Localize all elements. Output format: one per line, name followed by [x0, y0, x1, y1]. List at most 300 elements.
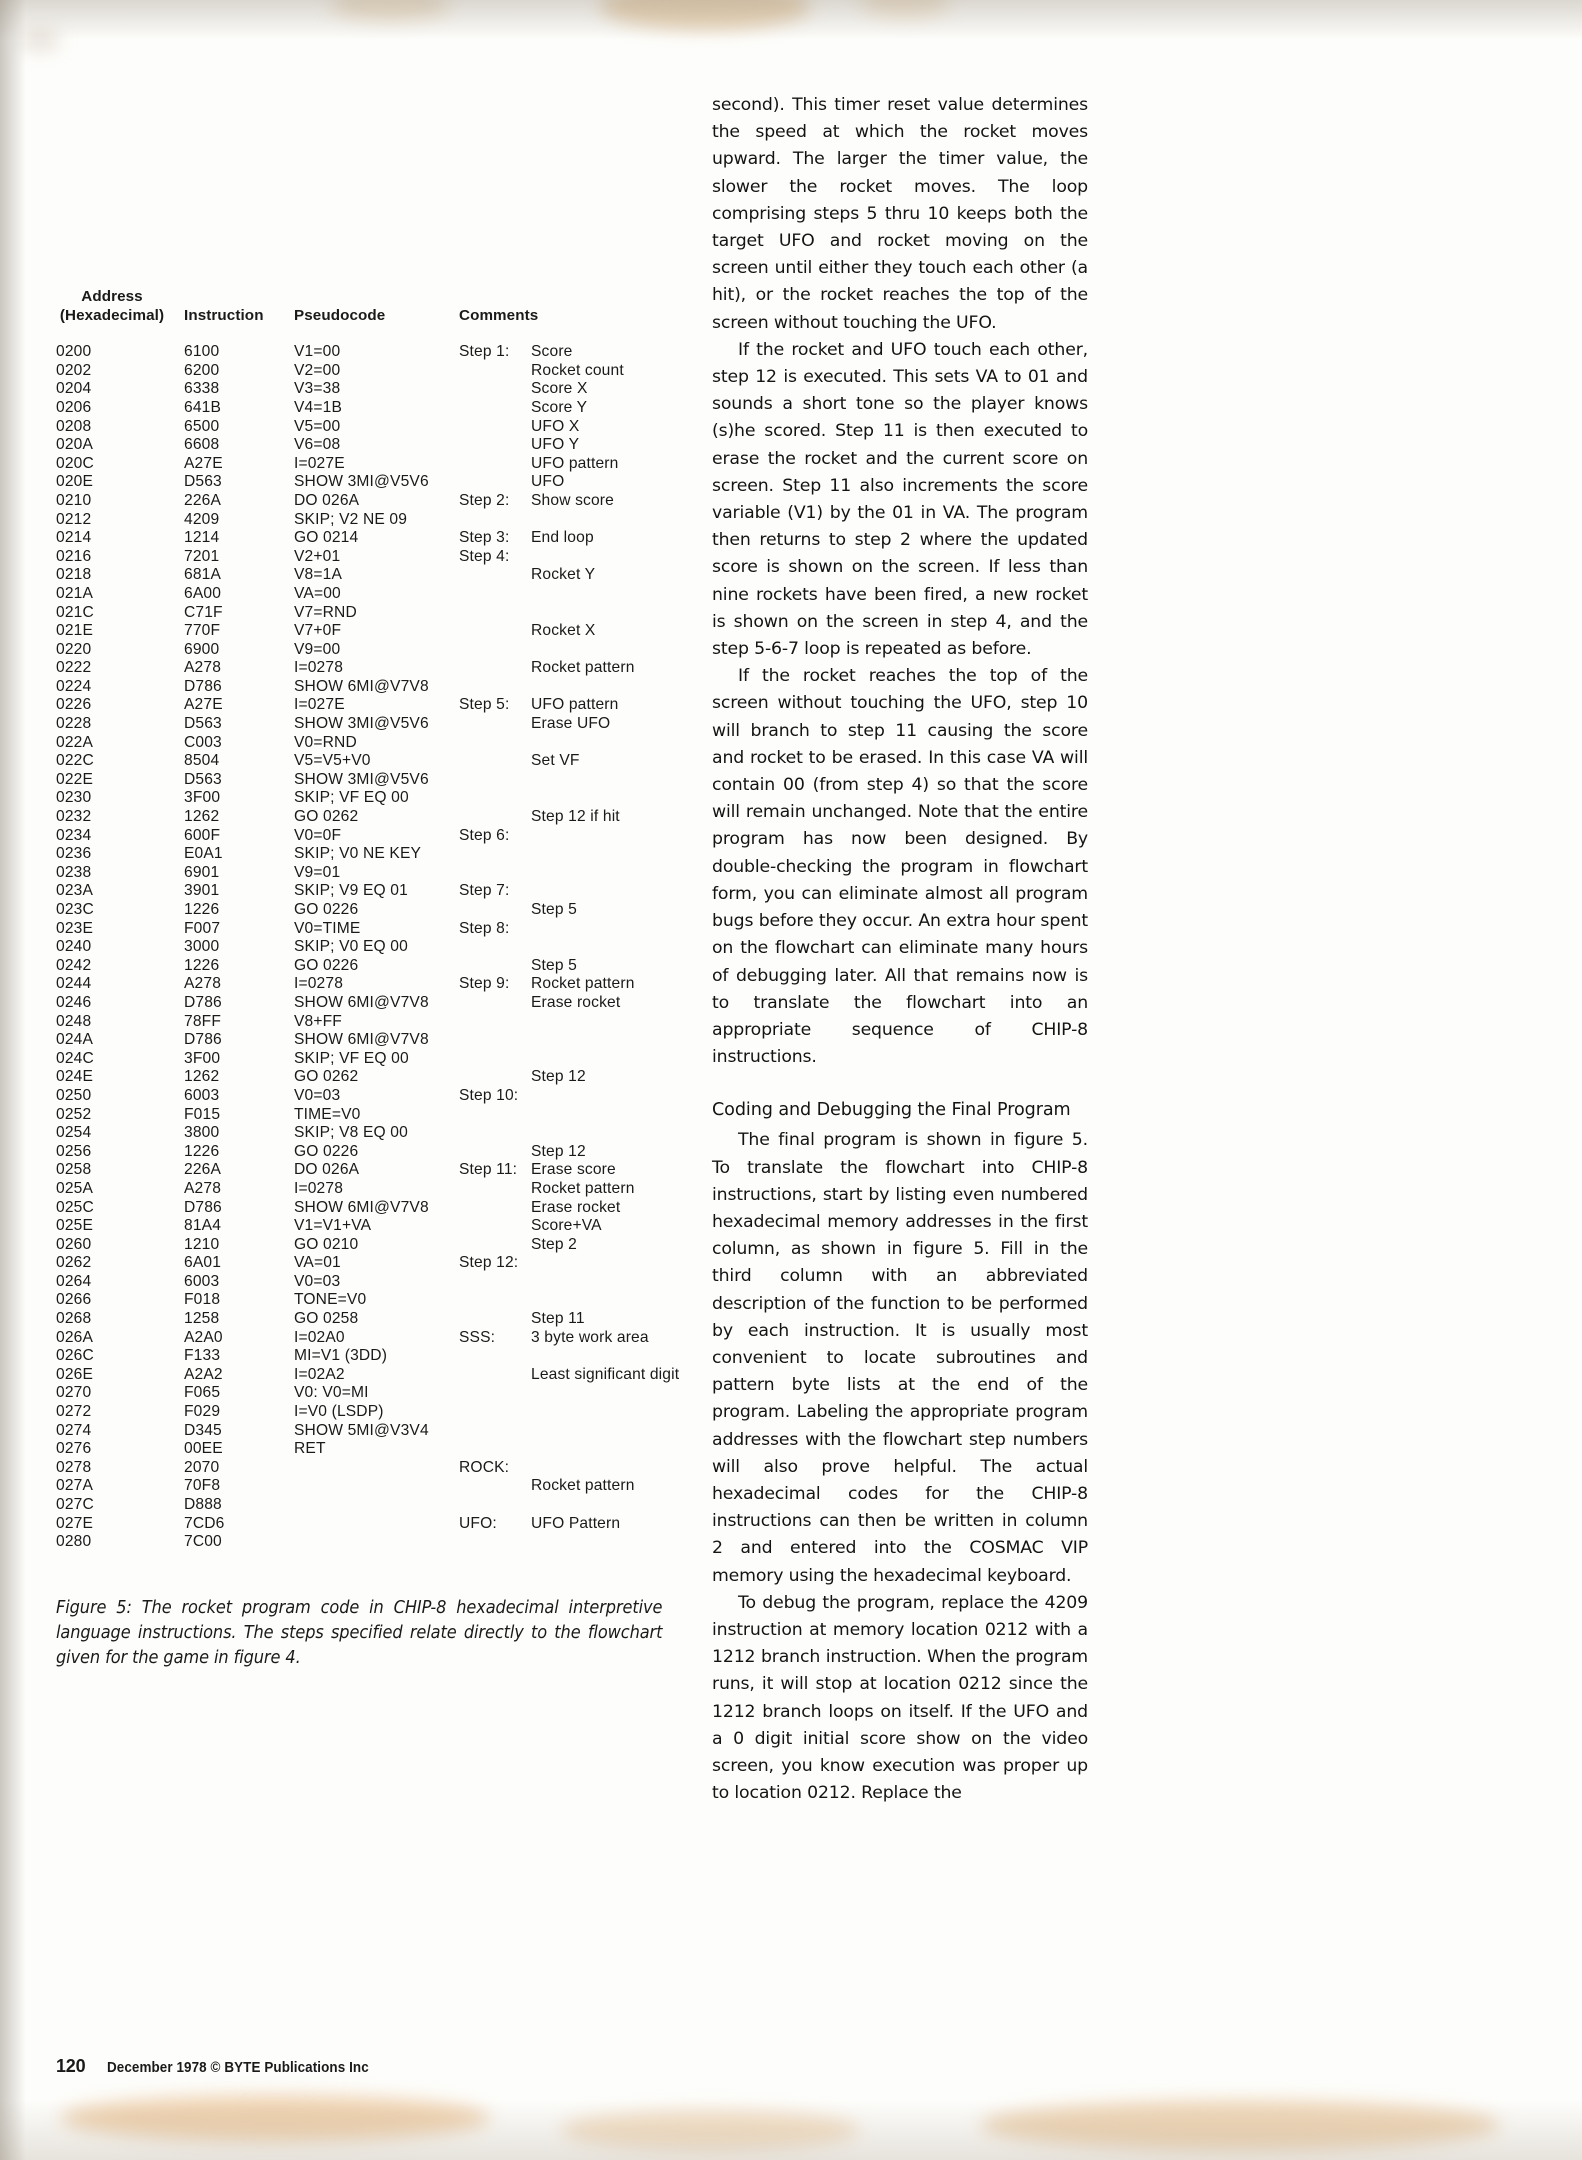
- cell-address: 021A: [56, 584, 94, 602]
- table-row: [56, 1217, 716, 1236]
- program-listing-table: [56, 288, 716, 1552]
- cell-pseudocode: V1=V1+VA: [294, 1217, 372, 1235]
- cell-comment: [531, 1440, 716, 1459]
- cell-address: 027E: [56, 1514, 94, 1532]
- column-header-address-line2: (Hexadecimal): [59, 306, 165, 324]
- cell-step-label: [459, 566, 531, 585]
- cell-instruction: A27E: [184, 454, 223, 472]
- cell-instruction: 3901: [184, 882, 220, 900]
- cell-step-label: [459, 1180, 531, 1199]
- cell-address: 022E: [56, 770, 94, 788]
- cell-comment: Set VF: [531, 752, 580, 770]
- table-row: [56, 1087, 716, 1106]
- cell-step-label: [459, 1050, 531, 1069]
- table-row: [56, 882, 716, 901]
- body-paragraph: To debug the program, replace the 4209 instruction at memory location 0212 with a 1212 branch instruction. When the program runs, it will stop at location 0212 since the 1212 branch loops on itself. If the UFO and a 0 digit initial score show on the video screen, you know execution was proper up to location 0212. Replace the: [712, 1592, 1088, 1804]
- table-row: [56, 1496, 716, 1515]
- table-row: [56, 864, 716, 883]
- table-row: [56, 901, 716, 920]
- table-row: [56, 920, 716, 939]
- cell-address: 025A: [56, 1179, 94, 1197]
- cell-address: 025C: [56, 1198, 94, 1216]
- cell-address: 026C: [56, 1347, 94, 1365]
- cell-address: 0242: [56, 956, 92, 974]
- table-row: [56, 1143, 716, 1162]
- cell-instruction: 3800: [184, 1124, 220, 1142]
- cell-address: 020E: [56, 473, 94, 491]
- cell-address: 0230: [56, 789, 92, 807]
- cell-address: 027C: [56, 1496, 94, 1513]
- cell-comment: Rocket pattern: [531, 1179, 635, 1197]
- cell-step-label: Step 4:: [459, 547, 510, 565]
- cell-address: 020A: [56, 436, 94, 454]
- table-row: [56, 752, 716, 771]
- cell-comment: [531, 845, 716, 864]
- cell-instruction: D563: [184, 770, 222, 788]
- cell-pseudocode: V4=1B: [294, 398, 343, 416]
- cell-step-label: [459, 1422, 531, 1441]
- cell-comment: Step 12 if hit: [531, 808, 620, 826]
- cell-instruction: 6608: [184, 436, 220, 454]
- cell-address: 0264: [56, 1272, 92, 1290]
- cell-comment: [531, 1106, 716, 1125]
- cell-step-label: [459, 641, 531, 660]
- cell-instruction: F133: [184, 1347, 221, 1365]
- cell-pseudocode: DO 026A: [294, 1161, 360, 1179]
- table-row: [56, 1273, 716, 1292]
- table-row: [56, 715, 716, 734]
- cell-step-label: [459, 1031, 531, 1050]
- cell-step-label: [459, 1347, 531, 1366]
- cell-instruction: D563: [184, 715, 222, 733]
- cell-address: 0238: [56, 863, 92, 881]
- table-row: [56, 622, 716, 641]
- cell-comment: Step 12: [531, 1142, 586, 1160]
- cell-comment: [531, 882, 716, 901]
- cell-step-label: [459, 1273, 531, 1292]
- cell-instruction: D345: [184, 1421, 222, 1439]
- cell-comment: [531, 734, 716, 753]
- cell-pseudocode: [294, 1459, 459, 1478]
- cell-step-label: [459, 659, 531, 678]
- cell-step-label: [459, 1217, 531, 1236]
- cell-address: 024C: [56, 1049, 94, 1067]
- cell-pseudocode: SKIP; VF EQ 00: [294, 789, 409, 807]
- cell-comment: [531, 1050, 716, 1069]
- cell-step-label: [459, 678, 531, 697]
- cell-pseudocode: V0: V0=MI: [294, 1384, 369, 1402]
- cell-comment: Erase rocket: [531, 1198, 621, 1216]
- cell-instruction: A278: [184, 659, 222, 677]
- cell-address: 0226: [56, 696, 92, 714]
- cell-address: 0206: [56, 398, 92, 416]
- cell-pseudocode: GO 0226: [294, 901, 359, 918]
- cell-step-label: [459, 845, 531, 864]
- cell-step-label: [459, 1496, 531, 1515]
- cell-step-label: SSS:: [459, 1328, 496, 1346]
- table-row: [56, 641, 716, 660]
- cell-comment: UFO X: [531, 417, 580, 435]
- cell-step-label: Step 1:: [459, 343, 510, 361]
- program-listing-body: [56, 343, 716, 1552]
- cell-instruction: D786: [184, 993, 222, 1011]
- cell-comment: [531, 678, 716, 697]
- cell-instruction: 6338: [184, 380, 220, 398]
- cell-address: 0274: [56, 1421, 92, 1439]
- cell-comment: Erase UFO: [531, 715, 611, 733]
- cell-step-label: [459, 938, 531, 957]
- cell-step-label: [459, 1013, 531, 1032]
- cell-instruction: 1226: [184, 956, 220, 974]
- cell-pseudocode: DO 026A: [294, 491, 360, 509]
- cell-instruction: A278: [184, 975, 222, 993]
- table-row: [56, 1366, 716, 1385]
- figure-caption: Figure 5: The rocket program code in CHIP-8 hexadecimal interpretive language instructions. The steps specified relate directly to the flowchart given for the game in figure 4.: [56, 1597, 663, 1668]
- cell-pseudocode: TONE=V0: [294, 1291, 367, 1309]
- cell-address: 0214: [56, 529, 92, 547]
- cell-step-label: [459, 1124, 531, 1143]
- cell-instruction: 1226: [184, 901, 220, 918]
- cell-pseudocode: SHOW 3MI@V5V6: [294, 770, 429, 788]
- table-row: [56, 827, 716, 846]
- cell-step-label: [459, 455, 531, 474]
- table-row: [56, 1106, 716, 1125]
- cell-comment: UFO pattern: [531, 696, 619, 714]
- cell-step-label: ROCK:: [459, 1458, 510, 1476]
- cell-comment: [531, 548, 716, 567]
- cell-instruction: 600F: [184, 826, 221, 844]
- cell-address: 0266: [56, 1291, 92, 1309]
- cell-step-label: Step 11:: [459, 1161, 518, 1179]
- cell-address: 026A: [56, 1328, 94, 1346]
- cell-step-label: [459, 1440, 531, 1459]
- cell-comment: Rocket Y: [531, 566, 596, 584]
- cell-step-label: Step 3:: [459, 529, 510, 547]
- cell-step-label: Step 12:: [459, 1254, 519, 1272]
- cell-comment: UFO Pattern: [531, 1514, 621, 1532]
- column-header-instruction: Instruction: [184, 306, 264, 324]
- cell-pseudocode: [294, 1496, 459, 1515]
- column-header-address: [56, 288, 184, 343]
- table-row: [56, 1199, 716, 1218]
- cell-comment: [531, 1422, 716, 1441]
- cell-instruction: F029: [184, 1403, 221, 1421]
- cell-instruction: D563: [184, 473, 222, 491]
- cell-comment: [531, 511, 716, 530]
- cell-instruction: 7201: [184, 547, 220, 565]
- cell-instruction: A27E: [184, 696, 223, 714]
- cell-pseudocode: V6=08: [294, 436, 341, 454]
- table-row: [56, 455, 716, 474]
- table-row: [56, 734, 716, 753]
- cell-address: 0202: [56, 361, 92, 379]
- cell-pseudocode: V8+FF: [294, 1012, 342, 1030]
- cell-pseudocode: V0=RND: [294, 733, 357, 751]
- table-row: [56, 1533, 716, 1552]
- cell-address: 0268: [56, 1310, 92, 1328]
- cell-comment: Step 2: [531, 1235, 577, 1253]
- table-row: [56, 789, 716, 808]
- cell-instruction: A2A0: [184, 1328, 223, 1346]
- cell-address: 0246: [56, 993, 92, 1011]
- cell-address: 0244: [56, 975, 92, 993]
- cell-pseudocode: I=0278: [294, 975, 344, 993]
- cell-address: 0216: [56, 547, 92, 565]
- cell-address: 0200: [56, 343, 92, 361]
- cell-comment: [531, 641, 716, 660]
- table-row: [56, 659, 716, 678]
- cell-instruction: D786: [184, 1031, 222, 1049]
- cell-pseudocode: I=027E: [294, 696, 345, 714]
- cell-step-label: [459, 362, 531, 381]
- cell-instruction: D786: [184, 677, 222, 695]
- cell-pseudocode: SHOW 6MI@V7V8: [294, 1031, 429, 1049]
- cell-comment: Erase score: [531, 1161, 616, 1179]
- cell-instruction: F007: [184, 919, 221, 937]
- cell-instruction: C003: [184, 733, 222, 751]
- cell-comment: [531, 789, 716, 808]
- cell-comment: [531, 585, 716, 604]
- cell-comment: [531, 1013, 716, 1032]
- cell-step-label: [459, 1310, 531, 1329]
- table-row: [56, 436, 716, 455]
- cell-instruction: 6A00: [184, 584, 222, 602]
- cell-comment: [531, 1291, 716, 1310]
- cell-pseudocode: GO 0226: [294, 956, 359, 974]
- cell-instruction: 70F8: [184, 1477, 221, 1495]
- cell-address: 025E: [56, 1217, 94, 1235]
- table-row: [56, 380, 716, 399]
- cell-step-label: [459, 1068, 531, 1087]
- table-header-row: [56, 288, 716, 343]
- cell-address: 022A: [56, 733, 94, 751]
- cell-address: 0210: [56, 491, 92, 509]
- cell-step-label: Step 2:: [459, 491, 510, 509]
- cell-step-label: [459, 715, 531, 734]
- cell-instruction: 681A: [184, 566, 222, 584]
- cell-address: 0276: [56, 1440, 92, 1458]
- cell-address: 024E: [56, 1068, 94, 1086]
- cell-instruction: F018: [184, 1291, 221, 1309]
- table-row: [56, 808, 716, 827]
- cell-comment: Rocket pattern: [531, 975, 635, 993]
- column-header-address-line1: Address: [81, 288, 143, 305]
- cell-address: 0272: [56, 1403, 92, 1421]
- cell-step-label: [459, 994, 531, 1013]
- cell-instruction: 6100: [184, 343, 220, 361]
- cell-step-label: Step 8:: [459, 919, 510, 937]
- cell-address: 0236: [56, 845, 92, 863]
- cell-step-label: [459, 399, 531, 418]
- cell-comment: [531, 864, 716, 883]
- table-row: [56, 1050, 716, 1069]
- cell-pseudocode: I=02A2: [294, 1365, 345, 1383]
- cell-comment: [531, 1087, 716, 1106]
- cell-instruction: F065: [184, 1384, 221, 1402]
- cell-pseudocode: [294, 1533, 459, 1552]
- cell-step-label: [459, 957, 531, 976]
- cell-address: 0250: [56, 1086, 92, 1104]
- table-row: [56, 548, 716, 567]
- cell-address: 0254: [56, 1124, 92, 1142]
- cell-comment: Score: [531, 343, 573, 361]
- cell-comment: Step 5: [531, 956, 577, 974]
- cell-step-label: [459, 1291, 531, 1310]
- table-row: [56, 1422, 716, 1441]
- cell-step-label: Step 6:: [459, 826, 510, 844]
- cell-address: 0234: [56, 826, 92, 844]
- cell-comment: [531, 1031, 716, 1050]
- body-paragraph: If the rocket reaches the top of the screen without touching the UFO, step 10 will branch to step 11 causing the score and rocket to be erased. In this case VA will contain 00 (from step 4) so that the score will remain unchanged. Note that the entire program has now been designed. By double-checking the program in flowchart form, you can eliminate almost all program bugs before they occur. An extra hour spent on the flowchart can eliminate many hours of debugging later. All that remains now is to translate the flowchart into an appropriate sequence of CHIP-8 instructions.: [712, 666, 1088, 1068]
- cell-comment: UFO: [531, 473, 565, 491]
- cell-pseudocode: VA=00: [294, 584, 341, 602]
- cell-comment: [531, 1403, 716, 1422]
- cell-comment: UFO Y: [531, 436, 580, 454]
- cell-pseudocode: [294, 1477, 459, 1496]
- cell-address: 0256: [56, 1142, 92, 1160]
- cell-step-label: [459, 808, 531, 827]
- cell-pseudocode: SKIP; V0 EQ 00: [294, 938, 408, 956]
- cell-step-label: [459, 1199, 531, 1218]
- cell-step-label: [459, 789, 531, 808]
- table-row: [56, 343, 716, 362]
- table-row: [56, 1515, 716, 1534]
- cell-pseudocode: GO 0258: [294, 1310, 359, 1328]
- cell-pseudocode: V0=03: [294, 1086, 341, 1104]
- table-row: [56, 1384, 716, 1403]
- cell-address: 0260: [56, 1235, 92, 1253]
- table-row: [56, 1254, 716, 1273]
- cell-step-label: [459, 473, 531, 492]
- cell-instruction: 6200: [184, 361, 220, 379]
- cell-pseudocode: I=V0 (LSDP): [294, 1403, 384, 1421]
- table-row: [56, 975, 716, 994]
- cell-pseudocode: V0=03: [294, 1272, 341, 1290]
- cell-pseudocode: GO 0214: [294, 529, 359, 547]
- cell-instruction: 6A01: [184, 1254, 222, 1272]
- cell-address: 0224: [56, 677, 92, 695]
- table-row: [56, 696, 716, 715]
- cell-pseudocode: V5=V5+V0: [294, 752, 371, 770]
- cell-comment: [531, 920, 716, 939]
- cell-pseudocode: V5=00: [294, 417, 341, 435]
- cell-comment: [531, 771, 716, 790]
- cell-instruction: 81A4: [184, 1217, 222, 1235]
- cell-comment: Step 11: [531, 1310, 585, 1328]
- table-row: [56, 1291, 716, 1310]
- cell-instruction: 8504: [184, 752, 220, 770]
- cell-instruction: 226A: [184, 1161, 222, 1179]
- cell-address: 0262: [56, 1254, 92, 1272]
- body-paragraph: second). This timer reset value determines the speed at which the rocket moves upward. The larger the timer value, the slower the rocket moves. The loop comprising steps 5 thru 10 keeps both the target UFO and rocket moving on the screen until either they touch each other (a hit), or the rocket reaches the top of the screen without touching the UFO.: [712, 95, 1088, 333]
- page-footer: [56, 2056, 392, 2077]
- table-row: [56, 585, 716, 604]
- cell-instruction: A278: [184, 1179, 222, 1197]
- cell-pseudocode: SKIP; V0 NE KEY: [294, 845, 422, 863]
- body-paragraph: The final program is shown in figure 5. To translate the flowchart into CHIP-8 instructions, start by listing even numbered hexadecimal memory addresses in the first column, as shown in figure 5. Fill in the third column with an abbreviated description of the function to be performed by each instruction. It is usually most convenient to locate subroutines and pattern byte lists at the end of the program. Labeling the appropriate program addresses with the flowchart step numbers will also prove helpful. The actual hexadecimal codes for the CHIP-8 instructions can then be written in column 2 and entered into the COSMAC VIP memory using the hexadecimal keyboard.: [712, 1130, 1088, 1586]
- cell-instruction: 6901: [184, 863, 220, 881]
- table-row: [56, 994, 716, 1013]
- cell-step-label: Step 10:: [459, 1086, 519, 1104]
- cell-pseudocode: GO 0226: [294, 1142, 359, 1160]
- cell-pseudocode: RET: [294, 1440, 326, 1458]
- cell-comment: Rocket pattern: [531, 1477, 635, 1495]
- cell-address: 021C: [56, 603, 94, 621]
- cell-address: 023A: [56, 882, 94, 900]
- cell-instruction: 1210: [184, 1235, 220, 1253]
- cell-step-label: UFO:: [459, 1514, 497, 1532]
- cell-instruction: 1214: [184, 529, 220, 547]
- cell-address: 0258: [56, 1161, 92, 1179]
- cell-comment: [531, 1254, 716, 1273]
- cell-address: 021E: [56, 622, 94, 640]
- cell-step-label: [459, 1106, 531, 1125]
- cell-step-label: [459, 1143, 531, 1162]
- cell-instruction: A2A2: [184, 1365, 223, 1383]
- cell-step-label: [459, 585, 531, 604]
- cell-address: 0220: [56, 640, 92, 658]
- cell-address: 023C: [56, 901, 94, 918]
- table-row: [56, 771, 716, 790]
- table-row: [56, 473, 716, 492]
- cell-address: 0208: [56, 417, 92, 435]
- cell-pseudocode: V0=0F: [294, 826, 342, 844]
- table-row: [56, 1236, 716, 1255]
- cell-address: 022C: [56, 752, 94, 770]
- cell-pseudocode: SHOW 6MI@V7V8: [294, 677, 429, 695]
- cell-step-label: [459, 1366, 531, 1385]
- cell-pseudocode: SHOW 3MI@V5V6: [294, 473, 429, 491]
- cell-comment: Step 12: [531, 1068, 586, 1086]
- cell-comment: Show score: [531, 491, 614, 509]
- cell-instruction: 6003: [184, 1086, 220, 1104]
- cell-instruction: 7CD6: [184, 1514, 225, 1532]
- cell-instruction: 4209: [184, 510, 220, 528]
- cell-pseudocode: I=02A0: [294, 1328, 345, 1346]
- cell-instruction: 226A: [184, 491, 222, 509]
- cell-pseudocode: I=0278: [294, 1179, 344, 1197]
- cell-pseudocode: GO 0262: [294, 1068, 359, 1086]
- table-row: [56, 529, 716, 548]
- table-row: [56, 566, 716, 585]
- cell-pseudocode: V1=00: [294, 343, 341, 361]
- cell-comment: Score Y: [531, 398, 588, 416]
- table-row: [56, 492, 716, 511]
- cell-comment: [531, 938, 716, 957]
- cell-comment: Score X: [531, 380, 588, 398]
- cell-step-label: [459, 436, 531, 455]
- table-row: [56, 1347, 716, 1366]
- cell-step-label: [459, 752, 531, 771]
- table-row: [56, 362, 716, 381]
- table-row: [56, 1440, 716, 1459]
- cell-instruction: F015: [184, 1105, 221, 1123]
- cell-address: 0248: [56, 1012, 92, 1030]
- cell-pseudocode: SHOW 6MI@V7V8: [294, 1198, 429, 1216]
- table-row: [56, 1031, 716, 1050]
- cell-pseudocode: GO 0262: [294, 808, 359, 826]
- cell-pseudocode: SKIP; VF EQ 00: [294, 1049, 409, 1067]
- cell-step-label: [459, 1236, 531, 1255]
- cell-pseudocode: [294, 1515, 459, 1534]
- cell-instruction: 1226: [184, 1142, 220, 1160]
- cell-comment: Rocket pattern: [531, 659, 635, 677]
- cell-step-label: Step 9:: [459, 975, 510, 993]
- cell-pseudocode: SHOW 5MI@V3V4: [294, 1421, 429, 1439]
- body-paragraph: If the rocket and UFO touch each other, step 12 is executed. This sets VA to 01 and sounds a short tone so the player knows (s)he scored. Step 11 is then executed to erase the rocket and the current score on screen. Step 11 also increments the score variable (V1) by the 01 in VA. The program then returns to step 2 where the updated score is shown on the screen. If less than nine rockets have been fired, a new rocket is shown on the screen in step 4, and the step 5-6-7 loop is repeated as before.: [712, 339, 1088, 660]
- cell-pseudocode: MI=V1 (3DD): [294, 1347, 388, 1365]
- cell-comment: [531, 1496, 716, 1515]
